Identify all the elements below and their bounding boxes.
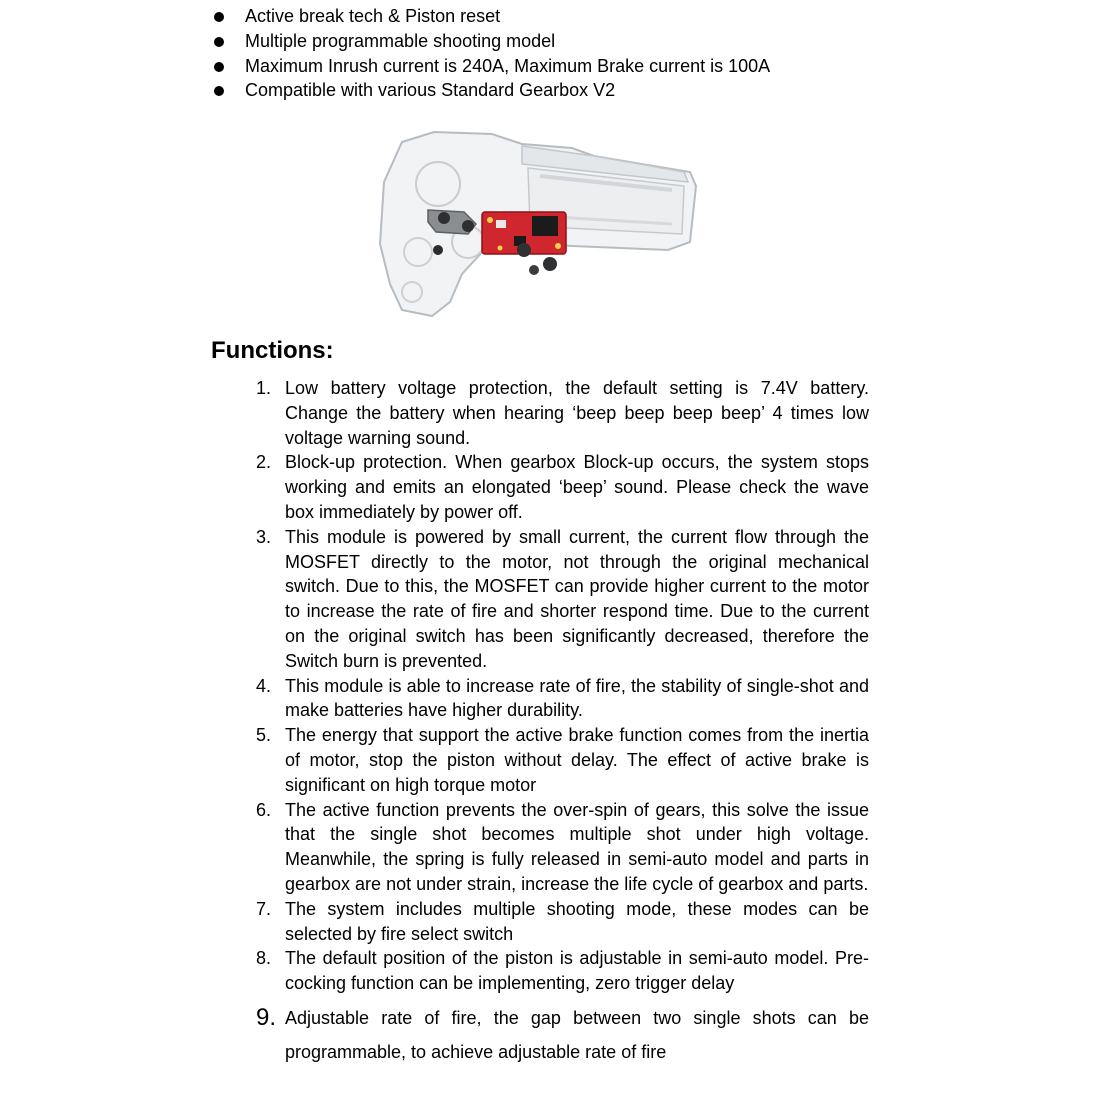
function-item: 8. The default position of the piston is adjustable in semi-auto model. Pre-cocking function can be implementing, zero trigger delay: [256, 948, 869, 994]
bullet-dot-icon: [214, 12, 224, 22]
feature-list: [212, 4, 770, 103]
bullet-dot-icon: [214, 62, 224, 72]
function-item: 1. Low battery voltage protection, the default setting is 7.4V battery. Change the battery when hearing ‘beep beep beep beep’ 4 times low voltage warning sound.: [256, 378, 869, 448]
bullet-dot-icon: [214, 86, 224, 96]
function-item: 2. Block-up protection. When gearbox Block-up occurs, the system stops working and emits an elongated ‘beep’ sound. Please check the wave box immediately by power off.: [256, 452, 869, 522]
function-item: 3. This module is powered by small current, the current flow through the MOSFET directly to the motor, not through the original mechanical switch. Due to this, the MOSFET can provide higher current to the motor to increase the rate of fire and shorter respond time. Due to the current on the original switch has been significantly decreased, therefore the Switch burn is prevented.: [256, 526, 869, 671]
function-item: 9. Adjustable rate of fire, the gap between two single shots can be programmable, to achieve adjustable rate of fire: [256, 1003, 869, 1062]
feature-item: Active break tech & Piston reset: [212, 4, 770, 29]
function-item: 4. This module is able to increase rate of fire, the stability of single-shot and make batteries have higher durability.: [256, 675, 869, 721]
feature-item: Maximum Inrush current is 240A, Maximum Brake current is 100A: [212, 54, 770, 79]
function-item: 5. The energy that support the active brake function comes from the inertia of motor, stop the piston without delay. The effect of active brake is significant on high torque motor: [256, 725, 869, 795]
functions-heading: Functions:: [211, 337, 334, 364]
bullet-dot-icon: [214, 37, 224, 47]
functions-list: [256, 376, 869, 1069]
feature-item: Compatible with various Standard Gearbox V2: [212, 78, 770, 103]
feature-item: Multiple programmable shooting model: [212, 29, 770, 54]
function-item: 7. The system includes multiple shooting mode, these modes can be selected by fire select switch: [256, 898, 869, 944]
gearbox-image: [372, 124, 702, 322]
function-item: 6. The active function prevents the over-spin of gears, this solve the issue that the single shot becomes multiple shot under high voltage. Meanwhile, the spring is fully released in semi-auto model and parts in gearbox are not under strain, increase the life cycle of gearbox and parts.: [256, 799, 869, 894]
